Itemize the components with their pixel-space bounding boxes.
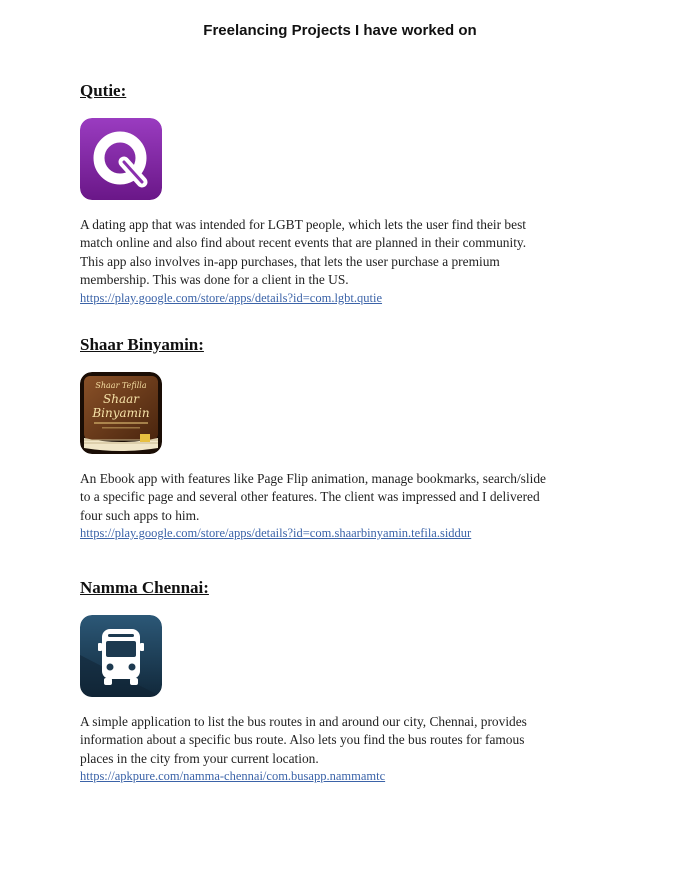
project-description: An Ebook app with features like Page Flip animation, manage bookmarks, search/slide to a specific page and several other features. The client was impressed and I delivered four such apps to him.	[80, 471, 546, 523]
project-link[interactable]: https://play.google.com/store/apps/details?id=com.shaarbinyamin.tefila.siddur	[80, 526, 472, 541]
project-heading: Shaar Binyamin:	[80, 335, 204, 354]
book-cover-title-line-1: Shaar	[103, 392, 139, 406]
project-section-namma-chennai	[80, 577, 620, 784]
project-heading: Namma Chennai:	[80, 578, 209, 597]
project-link[interactable]: https://play.google.com/store/apps/details?id=com.lgbt.qutie	[80, 290, 383, 305]
qutie-q-logo-icon	[80, 118, 162, 200]
project-description: A simple application to list the bus routes in and around our city, Chennai, provides information about a specific bus route. Also lets you find the bus routes for famous places in the city from your current location.	[80, 714, 527, 766]
document-title: Freelancing Projects I have worked on	[203, 22, 477, 39]
book-cover-subtitle: Shaar Tefilla	[95, 381, 147, 390]
project-link[interactable]: https://apkpure.com/namma-chennai/com.busapp.nammamtc	[80, 769, 386, 784]
project-description: A dating app that was intended for LGBT people, which lets the user find their best match online and also find about recent events that are planned in their community. This app also involves in-app purchases, that lets the user purchase a premium membership. This was done for a client in the US.	[80, 217, 527, 288]
book-cover-title-line-2: Binyamin	[92, 406, 150, 420]
bus-icon	[80, 615, 162, 697]
book-icon	[80, 372, 162, 454]
project-heading: Qutie:	[80, 81, 127, 100]
project-section-qutie	[80, 80, 620, 306]
project-section-shaar-binyamin	[80, 334, 620, 541]
